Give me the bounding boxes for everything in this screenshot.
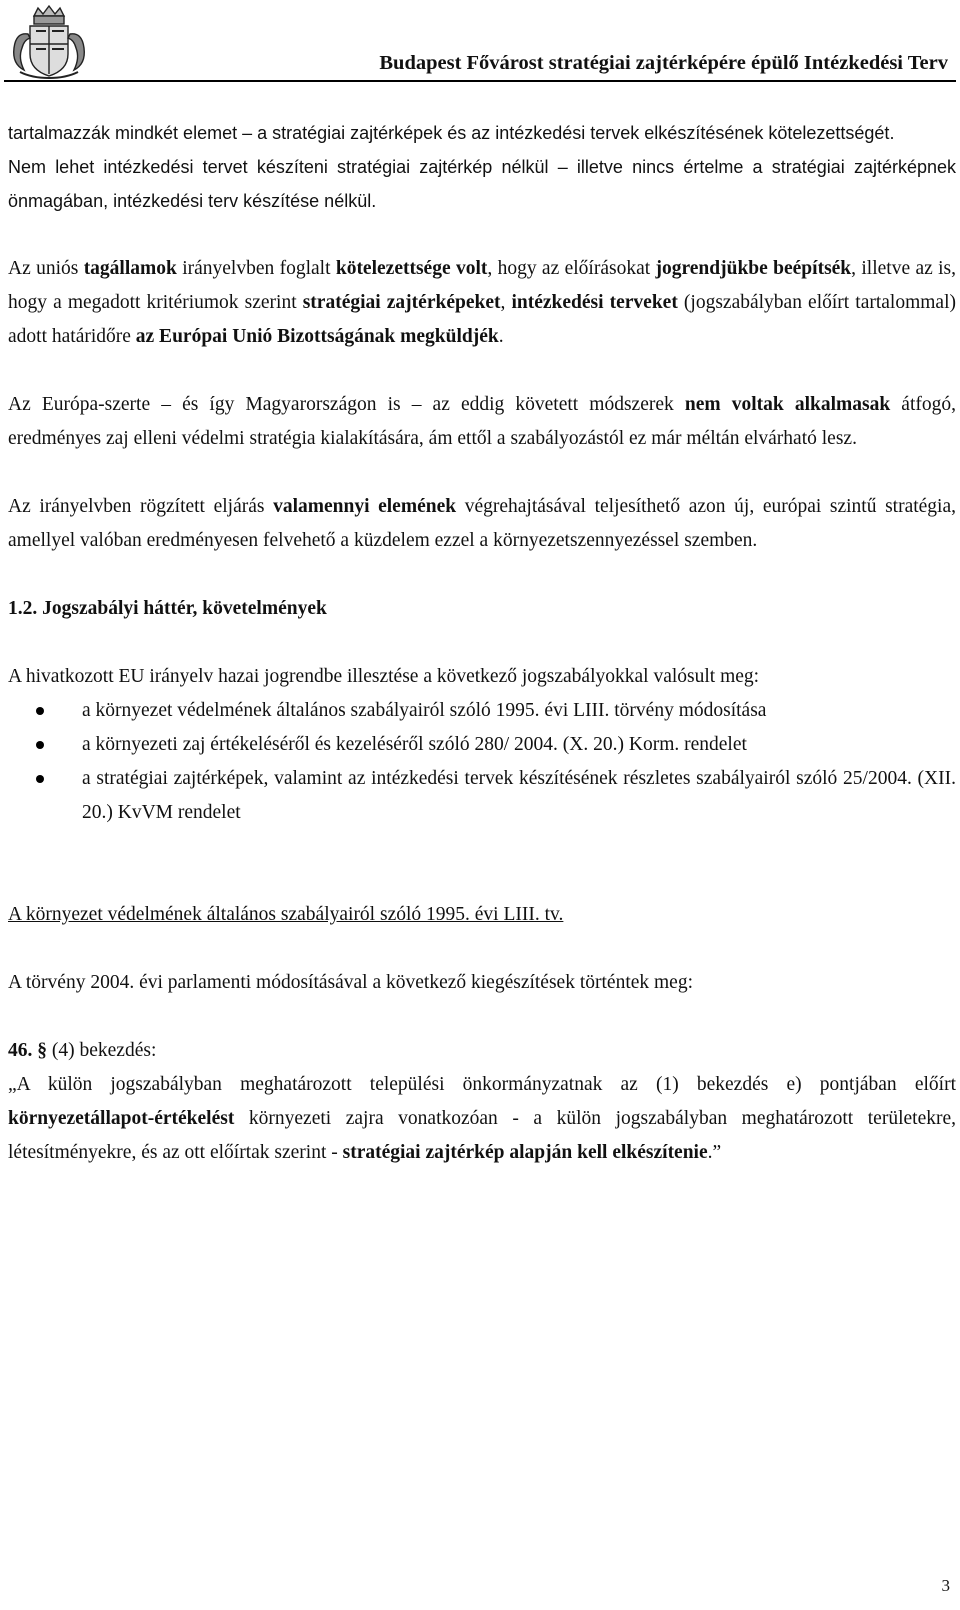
page-header [8,4,958,84]
bullet-icon [36,707,44,715]
header-divider [4,80,956,82]
law-title-underlined: A környezet védelmének általános szabályairól szóló 1995. évi LIII. tv. [8,904,564,925]
bullet-icon [36,775,44,783]
list-item: a környezeti zaj értékeléséről és kezeléséről szóló 280/ 2004. (X. 20.) Korm. rendelet [8,728,956,762]
bullet-icon [36,741,44,749]
paragraph-reference: 46. § (4) bekezdés: [8,1040,157,1061]
paragraph-legal-transposition: A hivatkozott EU irányelv hazai jogrendbe illesztése a következő jogszabályokkal valósult meg: [8,666,760,687]
document-body [8,116,956,1170]
list-item: a környezet védelmének általános szabályairól szóló 1995. évi LIII. törvény módosítása [8,694,956,728]
header-title: Budapest Fővárost stratégiai zajtérképére épülő Intézkedési Terv [379,52,948,74]
page-number: 3 [941,1576,950,1595]
paragraph-europe-methods: Az Európa-szerte – és így Magyarországon is – az eddig követett módszerek nem voltak alkalmasak átfogó, eredményes zaj elleni védelmi stratégia kialakítására, ám ettől a szabályozástól ez már méltán elvárható lesz. [8,394,956,449]
paragraph-amendment: A törvény 2004. évi parlamenti módosításával a következő kiegészítések történtek meg: [8,972,694,993]
law-list [8,694,956,830]
budapest-coat-of-arms-icon [8,4,90,80]
list-item: a stratégiai zajtérképek, valamint az intézkedési tervek készítésének részletes szabályairól szóló 25/2004. (XII. 20.) KvVM rendelet [8,762,956,830]
section-heading: 1.2. Jogszabályi háttér, követelmények [8,598,327,619]
paragraph-member-states: Az uniós tagállamok irányelvben foglalt kötelezettsége volt, hogy az előírásokat jogrendjükbe beépítsék, illetve az is, hogy a megadott kritériumok szerint stratégiai zajtérképeket, intézkedési terveket (jogszabályban előírt tartalommal) adott határidőre az Európai Unió Bizottságának megküldjék. [8,258,956,347]
paragraph-no-plan-without-map: Nem lehet intézkedési tervet készíteni stratégiai zajtérkép nélkül – illetve nincs értelme a stratégiai zajtérképnek önmagában, intézkedési terv készítése nélkül. [8,157,956,211]
paragraph-directive-procedure: Az irányelvben rögzített eljárás valamennyi elemének végrehajtásával teljesíthető azon új, európai szintű stratégia, amellyel valóban eredményesen felvehető a küzdelem ezzel a környezetszennyezéssel szemben. [8,496,957,551]
quoted-provision: „A külön jogszabályban meghatározott települési önkormányzatnak az (1) bekezdés e) pontjában előírt környezetállapot-értékelést környezeti zajra vonatkozóan - a külön jogszabályban meghatározott területekre, létesítményekre, és az ott előírtak szerint - stratégiai zajtérkép alapján kell elkészítenie.” [8,1074,956,1163]
paragraph-continuation: tartalmazzák mindkét elemet – a stratégiai zajtérképek és az intézkedési tervek elkészítésének kötelezettségét. [8,123,895,143]
